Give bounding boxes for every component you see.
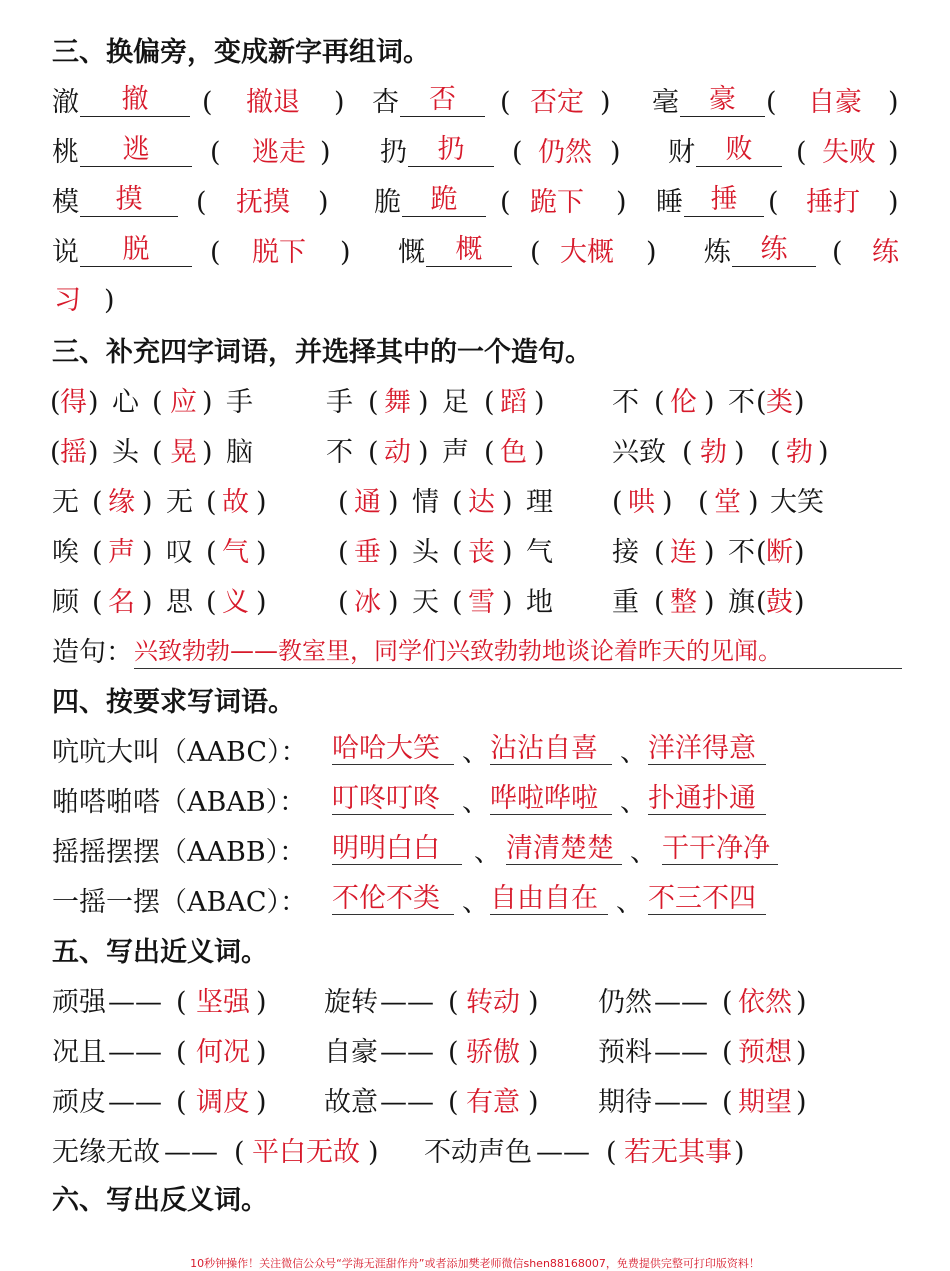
answer-word: 仍然 [538,137,592,168]
pattern-answer[interactable]: 洋洋得意 [648,730,766,765]
answer-word: 自豪 [808,87,862,118]
pattern-answer[interactable]: 不伦不类 [332,880,454,915]
pattern-answer[interactable]: 哗啦哗啦 [490,780,612,815]
answer-blank[interactable]: 逃 [80,130,192,167]
answer-word: 脱下 [252,237,306,268]
pattern-answer[interactable]: 哈哈大笑 [332,730,454,765]
idiom-row-1: ( 得 ) 心 ( 应 ) 手 手 ( 舞 ) 足 ( 蹈 ) 不 ( 伦 ) 不 ( 类 ) [50,387,805,418]
pattern-answer[interactable]: 不三不四 [648,880,766,915]
section-title-change-radical: 三、换偏旁，变成新字再组词。 [52,37,430,68]
sentence-answer[interactable]: 兴致勃勃——教室里，同学们兴致勃勃地谈论着昨天的见闻。 [134,630,902,669]
answer-word: 大概 [560,237,614,268]
sentence-row: 造句： 兴致勃勃——教室里，同学们兴致勃勃地谈论着昨天的见闻。 [0,630,950,676]
pattern-row-aabc: 吭吭大叫（AABC）： 哈哈大笑 、 沾沾自喜 、 洋洋得意 [0,730,950,776]
section-title-patterns: 四、按要求写词语。 [52,687,295,718]
answer-word: 跪下 [530,187,584,218]
answer-blank[interactable]: 扔 [408,130,494,167]
answer-blank[interactable]: 跪 [402,180,486,217]
answer-word: 抚摸 [236,187,290,218]
radical-row-4-wrap: 习 ) [54,285,115,316]
pattern-row-abab: 啪嗒啪嗒（ABAB）： 叮咚叮咚 、 哗啦哗啦 、 扑通扑通 [0,780,950,826]
answer-blank[interactable]: 败 [696,130,782,167]
radical-row-3: 模 摸 ( 抚摸 ) 脆 跪 ( 跪下 ) 睡 捶 ( 捶打 ) [0,180,950,226]
pattern-answer[interactable]: 干干净净 [662,830,778,865]
idiom-row-5: 顾 ( 名 ) 思 ( 义 ) ( 冰 ) 天 ( 雪 ) 地 重 ( 整 ) 旗 ( 鼓 ) [52,587,805,618]
footer-promo: 10秒钟操作！关注微信公众号“学海无涯甜作舟”或者添加樊老师微信shen88168007，免费提供完整可打印版资料！ [190,1257,760,1270]
synonym-row-1: 顽强 —— ( 坚强 ) 旋转 —— ( 转动 ) 仍然 —— ( 依然 ) [52,987,807,1018]
idiom-row-3: 无 ( 缘 ) 无 ( 故 ) ( 通 ) 情 ( 达 ) 理 ( 哄 ) ( 堂 ) 大笑 [52,487,824,518]
radical-row-1: 澈 撤 ( 撤退 ) 杏 否 ( 否定 ) 毫 豪 ( 自豪 ) [0,80,950,126]
answer-blank[interactable]: 捶 [684,180,764,217]
section-title-antonyms: 六、写出反义词。 [52,1185,268,1216]
radical-row-4: 说 脱 ( 脱下 ) 慨 概 ( 大概 ) 炼 练 ( 练 [0,230,950,276]
idiom-row-4: 唉 ( 声 ) 叹 ( 气 ) ( 垂 ) 头 ( 丧 ) 气 接 ( 连 ) 不 ( 断 ) [52,537,805,568]
answer-blank[interactable]: 练 [732,230,816,267]
answer-word: 失败 [822,137,876,168]
section-title-synonyms: 五、写出近义词。 [52,937,268,968]
pattern-answer[interactable]: 清清楚楚 [506,830,622,865]
pattern-row-abac: 一摇一摆（ABAC）： 不伦不类 、 自由自在 、 不三不四 [0,880,950,926]
pattern-answer[interactable]: 明明白白 [332,830,462,865]
answer-word: 练 [872,237,899,268]
answer-word: 捶打 [806,187,860,218]
answer-word: 逃走 [252,137,306,168]
synonym-row-3: 顽皮 —— ( 调皮 ) 故意 —— ( 有意 ) 期待 —— ( 期望 ) [52,1087,807,1118]
answer-blank[interactable]: 概 [426,230,512,267]
answer-blank[interactable]: 豪 [680,80,765,117]
pattern-answer[interactable]: 扑通扑通 [648,780,766,815]
synonym-row-4: 无缘无故 —— ( 平白无故 ) 不动声色 —— ( 若无其事 ) [52,1137,745,1168]
answer-word: 撤退 [246,87,300,118]
answer-blank[interactable]: 否 [400,80,485,117]
answer-blank[interactable]: 撤 [80,80,190,117]
answer-blank[interactable]: 摸 [80,180,178,217]
answer-blank[interactable]: 脱 [80,230,192,267]
section-title-idioms: 三、补充四字词语，并选择其中的一个造句。 [52,337,592,368]
synonym-row-2: 况且 —— ( 何况 ) 自豪 —— ( 骄傲 ) 预料 —— ( 预想 ) [52,1037,807,1068]
pattern-answer[interactable]: 沾沾自喜 [490,730,612,765]
pattern-answer[interactable]: 叮咚叮咚 [332,780,454,815]
answer-word: 否定 [530,87,584,118]
pattern-answer[interactable]: 自由自在 [490,880,608,915]
radical-row-2: 桃 逃 ( 逃走 ) 扔 扔 ( 仍然 ) 财 败 ( 失败 ) [0,130,950,176]
idiom-row-2: ( 摇 ) 头 ( 晃 ) 脑 不 ( 动 ) 声 ( 色 ) 兴致 ( 勃 ) ( 勃 ) [50,437,829,468]
pattern-row-aabb: 摇摇摆摆（AABB）： 明明白白 、 清清楚楚 、 干干净净 [0,830,950,876]
